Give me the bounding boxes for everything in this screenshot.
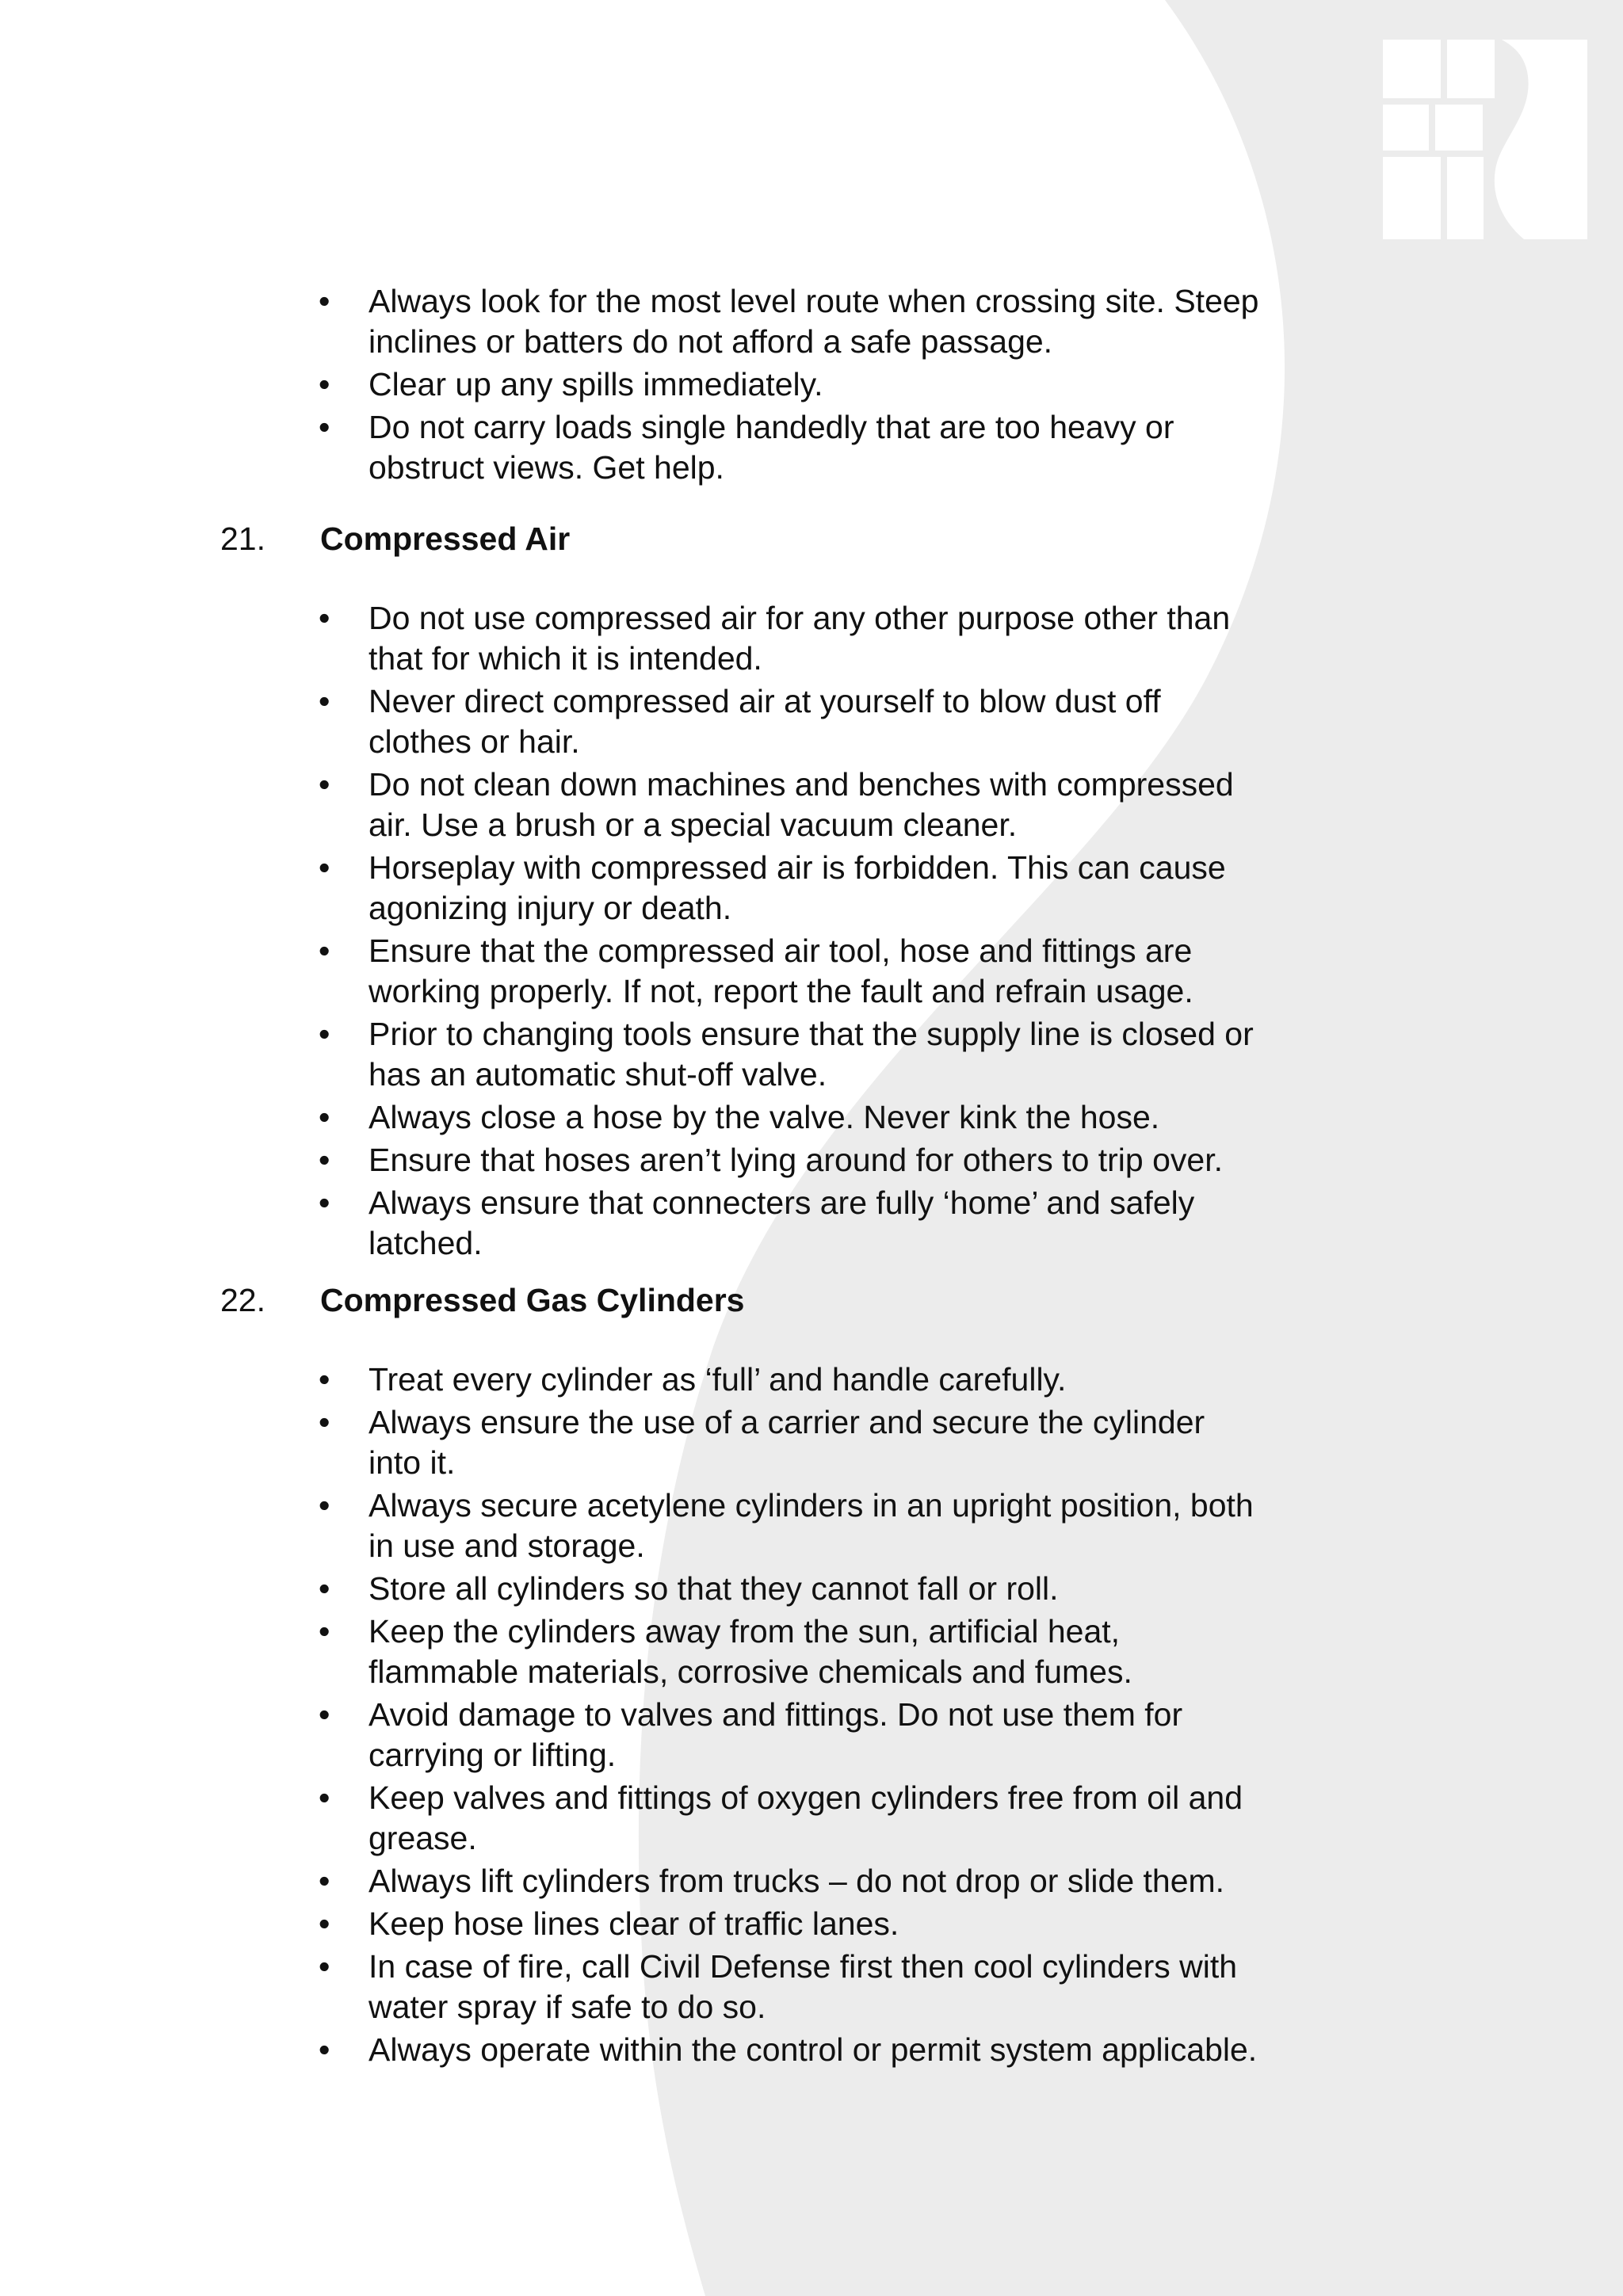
bullet-icon: • [319, 1570, 330, 1607]
bullet-icon: • [319, 1948, 330, 1985]
list-item [0, 2030, 1264, 2070]
bullet-icon: • [319, 1696, 330, 1733]
bullet-text: Never direct compressed air at yourself to blow dust off clothes or hair. [369, 683, 1161, 760]
bullet-icon: • [319, 600, 330, 636]
bullet-text: Ensure that the compressed air tool, hose and fittings are working properly. If not, report the fault and refrain usage. [369, 933, 1193, 1009]
bullet-text: Treat every cylinder as ‘full’ and handle carefully. [369, 1361, 1067, 1398]
bullet-text: Always ensure that connecters are fully ‘home’ and safely latched. [369, 1184, 1195, 1261]
list-item [0, 1402, 1264, 1483]
list-item [0, 1014, 1264, 1095]
list-item [0, 765, 1264, 845]
bullet-icon: • [319, 1404, 330, 1440]
bullet-icon: • [319, 1184, 330, 1221]
bullet-icon: • [319, 1487, 330, 1524]
bullet-text: Keep the cylinders away from the sun, artificial heat, flammable materials, corrosive chemicals and fumes. [369, 1613, 1132, 1690]
bullet-text: In case of fire, call Civil Defense first then cool cylinders with water spray if safe to do so. [369, 1948, 1238, 2025]
list-item [0, 1695, 1264, 1775]
bullet-text: Keep valves and fittings of oxygen cylinders free from oil and grease. [369, 1779, 1243, 1856]
bullet-text: Do not carry loads single handedly that are too heavy or obstruct views. Get help. [369, 409, 1174, 486]
bullet-text: Always lift cylinders from trucks – do not drop or slide them. [369, 1863, 1225, 1899]
bullet-text: Clear up any spills immediately. [369, 366, 823, 402]
bullet-text: Avoid damage to valves and fittings. Do not use them for carrying or lifting. [369, 1696, 1183, 1773]
list-item [0, 1778, 1264, 1859]
list-item [0, 681, 1264, 762]
list-item [0, 1611, 1264, 1692]
bullet-icon: • [319, 1779, 330, 1816]
bullet-text: Ensure that hoses aren’t lying around for others to trip over. [369, 1142, 1223, 1178]
bullet-text: Horseplay with compressed air is forbidden. This can cause agonizing injury or death. [369, 849, 1226, 926]
bullet-text: Always look for the most level route when crossing site. Steep inclines or batters do not afford a safe passage. [369, 283, 1259, 360]
list-item [0, 1097, 1264, 1138]
list-item [0, 1861, 1264, 1901]
bullet-icon: • [319, 766, 330, 803]
bullet-icon: • [319, 1099, 330, 1135]
compressed-gas-cylinders-bullet-list [0, 1360, 1264, 2070]
intro-bullet-list [0, 281, 1264, 488]
bullet-icon: • [319, 366, 330, 402]
bullet-icon: • [319, 283, 330, 319]
section-number: 21. [220, 521, 265, 557]
bullet-text: Always ensure the use of a carrier and secure the cylinder into it. [369, 1404, 1205, 1481]
section-title: Compressed Air [320, 521, 571, 557]
list-item [0, 931, 1264, 1012]
bullet-icon: • [319, 1361, 330, 1398]
list-item [0, 598, 1264, 679]
section-title: Compressed Gas Cylinders [320, 1282, 745, 1318]
bullet-text: Always secure acetylene cylinders in an upright position, both in use and storage. [369, 1487, 1254, 1564]
list-item [0, 1360, 1264, 1400]
bullet-text: Store all cylinders so that they cannot fall or roll. [369, 1570, 1059, 1607]
bullet-icon: • [319, 1863, 330, 1899]
list-item [0, 1486, 1264, 1566]
bullet-icon: • [319, 933, 330, 969]
list-item [0, 848, 1264, 929]
section-heading-compressed-air [0, 519, 1268, 559]
bullet-text: Always close a hose by the valve. Never kink the hose. [369, 1099, 1160, 1135]
list-item [0, 1904, 1264, 1944]
list-item [0, 1947, 1264, 2027]
compressed-air-bullet-list [0, 598, 1264, 1264]
bullet-icon: • [319, 849, 330, 886]
bullet-icon: • [319, 1613, 330, 1650]
bullet-text: Do not clean down machines and benches with compressed air. Use a brush or a special vacuum cleaner. [369, 766, 1234, 843]
list-item [0, 1569, 1264, 1609]
bullet-icon: • [319, 683, 330, 719]
bullet-icon: • [319, 1142, 330, 1178]
list-item [0, 364, 1264, 405]
bullet-icon: • [319, 1905, 330, 1942]
list-item [0, 1140, 1264, 1180]
bullet-text: Keep hose lines clear of traffic lanes. [369, 1905, 899, 1942]
bullet-text: Do not use compressed air for any other purpose other than that for which it is intended. [369, 600, 1231, 677]
list-item [0, 281, 1264, 362]
bullet-text: Prior to changing tools ensure that the supply line is closed or has an automatic shut-off valve. [369, 1016, 1254, 1093]
bullet-text: Always operate within the control or permit system applicable. [369, 2031, 1258, 2068]
list-item [0, 1183, 1264, 1264]
bullet-icon: • [319, 1016, 330, 1052]
section-heading-compressed-gas-cylinders [0, 1280, 1268, 1321]
bullet-icon: • [319, 2031, 330, 2068]
bullet-icon: • [319, 409, 330, 445]
list-item [0, 407, 1264, 488]
section-number: 22. [220, 1282, 265, 1318]
